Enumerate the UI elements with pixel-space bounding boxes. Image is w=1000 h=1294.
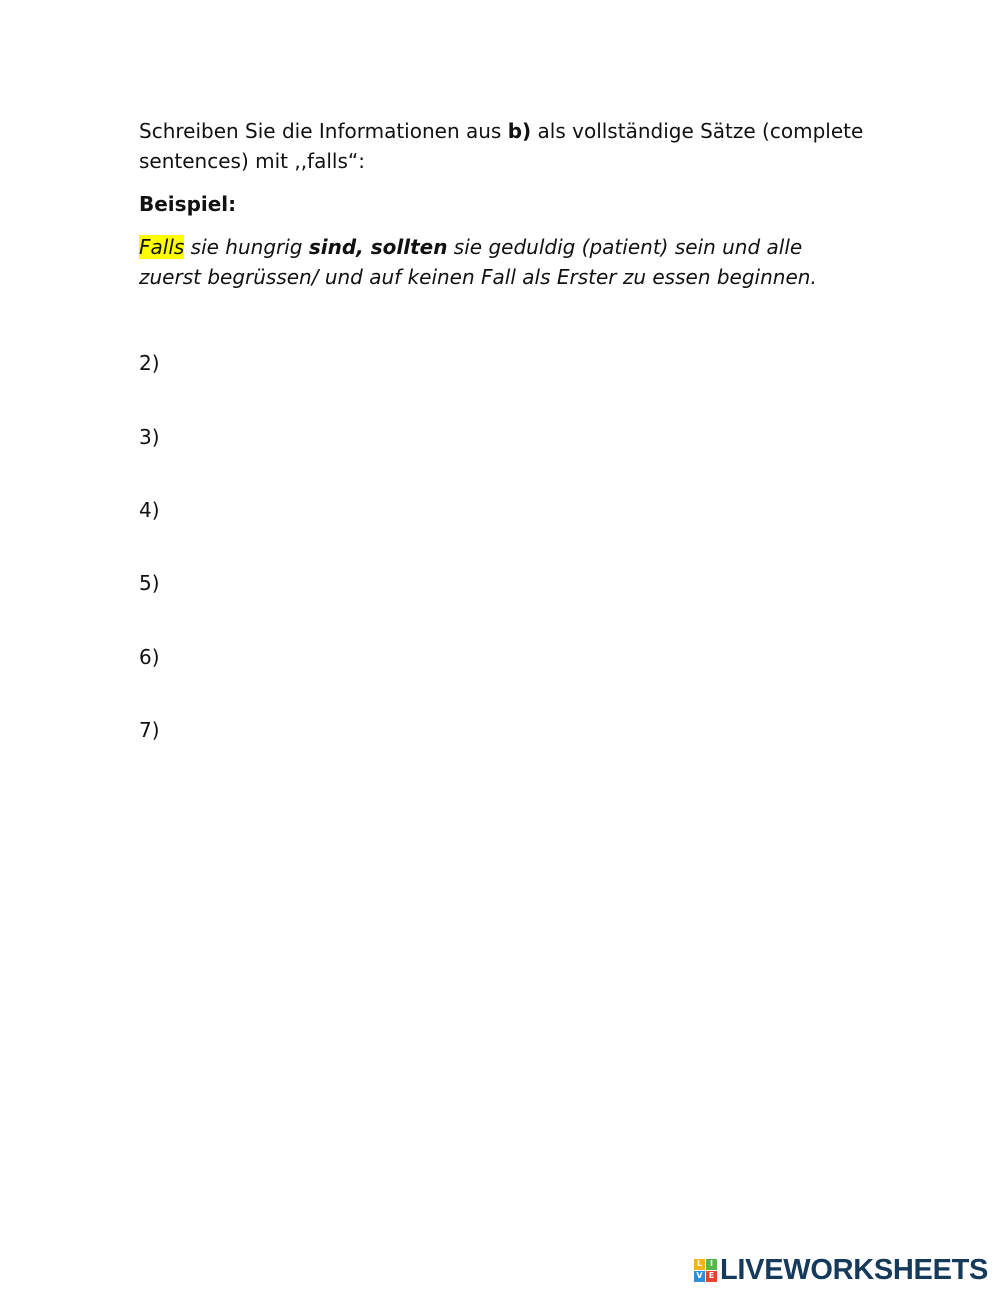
answer-item-2: 2) <box>139 351 160 375</box>
answer-item-4: 4) <box>139 498 160 522</box>
instruction-part2: als vollständige Sätze (complete sentences) mit ,,falls“: <box>139 119 864 173</box>
example-label: Beispiel: <box>139 192 237 216</box>
logo-text: LIVEWORKSHEETS <box>720 1254 989 1286</box>
answer-item-3: 3) <box>139 425 160 449</box>
example-text2: sie geduldig (patient) sein und alle zuerst begrüssen/ und auf keinen Fall als Erster zu essen beginnen. <box>139 235 817 289</box>
instruction-bold-ref: b) <box>507 119 532 143</box>
logo-mark-v: V <box>694 1271 705 1282</box>
answer-item-7: 7) <box>139 718 160 742</box>
instruction-part1: Schreiben Sie die Informationen aus <box>139 119 508 143</box>
instruction-text <box>139 116 869 176</box>
example-bold: sind, sollten <box>308 235 448 259</box>
example-sentence <box>139 232 869 292</box>
liveworksheets-logo <box>694 1256 988 1284</box>
example-text1: sie hungrig <box>184 235 309 259</box>
logo-mark-l: L <box>694 1259 705 1270</box>
logo-mark-icon <box>694 1259 717 1282</box>
logo-mark-i: I <box>706 1259 717 1270</box>
answer-item-6: 6) <box>139 645 160 669</box>
answer-item-5: 5) <box>139 571 160 595</box>
logo-mark-e: E <box>706 1271 717 1282</box>
example-highlight: Falls <box>139 235 185 259</box>
